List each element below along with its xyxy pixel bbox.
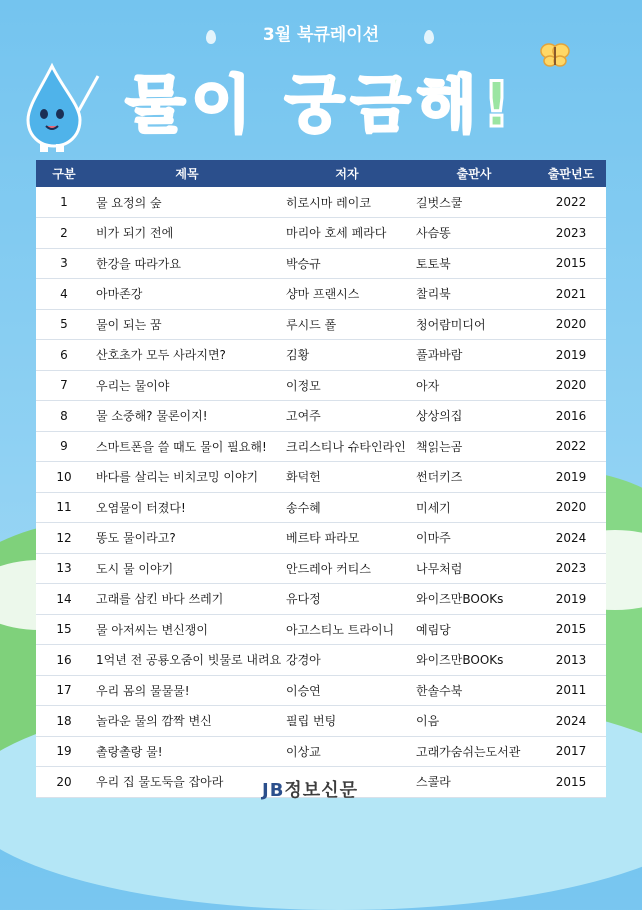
column-header-title: 제목: [175, 167, 199, 181]
cell-author: 베르타 파라모: [286, 531, 360, 546]
cell-publisher: 이마주: [416, 531, 451, 546]
cell-title: 물 소중해? 물론이지!: [96, 409, 208, 424]
cell-year: 2015: [555, 256, 587, 271]
cell-author: 화덕헌: [286, 470, 321, 485]
page-title: 물이 궁금해!: [125, 68, 517, 141]
table-row: [36, 187, 606, 218]
cell-title: 스마트폰을 쓸 때도 물이 필요해!: [96, 439, 267, 454]
table-row: [36, 736, 606, 767]
cell-publisher: 한솔수북: [416, 683, 463, 698]
table-row: [36, 370, 606, 401]
cell-year: 2015: [555, 622, 587, 637]
cell-title: 산호초가 모두 사라지면?: [96, 348, 226, 363]
cell-number: 19: [56, 744, 72, 759]
watermark-text: 정보신문: [284, 780, 358, 801]
cell-publisher: 책읽는곰: [416, 439, 463, 454]
table-row: [36, 309, 606, 340]
cell-publisher: 사슴똥: [416, 226, 451, 241]
cell-number: 5: [60, 317, 68, 332]
cell-number: 18: [56, 713, 72, 728]
cell-title: 아마존강: [96, 287, 143, 302]
table-row: [36, 584, 606, 615]
cell-publisher: 고래가숨쉬는도서관: [416, 744, 521, 759]
cell-year: 2017: [555, 744, 587, 759]
table-row: [36, 492, 606, 523]
cell-publisher: 풀과바람: [416, 348, 463, 363]
cell-title: 오염물이 터졌다!: [96, 500, 186, 515]
cell-author: 안드레아 커티스: [286, 561, 371, 576]
cell-year: 2020: [555, 500, 587, 515]
cell-year: 2023: [555, 225, 587, 240]
cell-title: 비가 되기 전에: [96, 226, 174, 241]
table-row: [36, 431, 606, 462]
cell-year: 2011: [555, 683, 587, 698]
cell-number: 15: [56, 622, 72, 637]
cell-publisher: 청어람미디어: [416, 317, 486, 332]
cell-title: 우리는 물이야: [96, 378, 170, 393]
cell-publisher: 이음: [416, 714, 440, 729]
cell-publisher: 찰리북: [416, 287, 451, 302]
cell-title: 우리 몸의 물물물!: [96, 683, 190, 698]
butterfly-icon: [540, 42, 570, 68]
cell-author: 아고스티노 트라이니: [286, 622, 395, 637]
cell-author: 이승연: [286, 683, 321, 698]
cell-year: 2013: [555, 652, 587, 667]
cell-author: 유다정: [286, 592, 321, 607]
cell-number: 4: [60, 286, 68, 301]
cell-number: 16: [56, 652, 72, 667]
cell-title: 물이 되는 꿈: [96, 317, 162, 332]
column-header-number: 구분: [52, 167, 76, 181]
cell-number: 1: [60, 195, 68, 209]
table-row: [36, 675, 606, 706]
cell-number: 17: [56, 683, 72, 698]
cell-publisher: 미세기: [416, 500, 451, 515]
cell-number: 13: [56, 561, 72, 576]
cell-title: 촐랑촐랑 물!: [96, 744, 163, 759]
cell-number: 10: [56, 469, 72, 484]
cell-year: 2024: [555, 713, 587, 728]
cell-author: 크리스티나 슈타인라인: [286, 439, 406, 454]
cell-number: 14: [56, 591, 72, 606]
table-row: [36, 706, 606, 737]
cell-publisher: 토토북: [416, 256, 451, 271]
table-row: [36, 218, 606, 249]
cell-number: 3: [60, 256, 68, 271]
cell-title: 물 아저씨는 변신쟁이: [96, 622, 208, 637]
cell-author: 마리아 호세 페라다: [286, 226, 387, 241]
cell-year: 2023: [555, 561, 587, 576]
cell-author: 김황: [286, 348, 310, 363]
cell-publisher: 와이즈만BOOKs: [416, 653, 504, 668]
cell-author: 히로시마 레이코: [286, 195, 371, 210]
cell-title: 한강을 따라가요: [96, 256, 181, 271]
table-row: [36, 645, 606, 676]
cell-number: 8: [60, 408, 68, 423]
cell-author: 이정모: [286, 378, 321, 393]
cell-title: 놀라운 물의 깜짝 변신: [96, 714, 212, 729]
cell-publisher: 예림당: [416, 622, 451, 637]
cell-title: 1억년 전 공룡오줌이 빗물로 내려요: [96, 653, 282, 668]
cell-year: 2022: [555, 195, 587, 209]
cell-year: 2019: [555, 347, 587, 362]
table-row: [36, 462, 606, 493]
cell-year: 2020: [555, 317, 587, 332]
cell-publisher: 나무처럼: [416, 561, 463, 576]
cell-year: 2020: [555, 378, 587, 393]
cell-year: 2016: [555, 408, 587, 423]
cell-author: 박승규: [286, 256, 321, 271]
watermark-logo: [262, 776, 358, 802]
cell-title: 도시 물 이야기: [96, 561, 174, 576]
table-row: [36, 340, 606, 371]
cell-publisher: 상상의집: [416, 409, 463, 424]
table-header-row: [36, 160, 606, 187]
cell-author: 샹마 프랜시스: [286, 287, 360, 302]
water-drop-mascot-icon: [22, 62, 102, 152]
cell-year: 2019: [555, 469, 587, 484]
cell-author: 루시드 폴: [286, 317, 337, 332]
cell-year: 2019: [555, 591, 587, 606]
cell-year: 2015: [555, 774, 587, 789]
cell-year: 2022: [555, 439, 587, 454]
cell-author: 필립 번팅: [286, 714, 337, 729]
cell-author: 강경아: [286, 653, 321, 668]
cell-publisher: 아자: [416, 378, 440, 393]
cell-number: 2: [60, 225, 68, 240]
cell-title: 고래를 삼킨 바다 쓰레기: [96, 592, 224, 607]
cell-title: 우리 집 물도둑을 잡아라: [96, 775, 224, 790]
table-row: [36, 248, 606, 279]
cell-publisher: 썬더키즈: [416, 470, 463, 485]
cell-title: 물 요정의 숲: [96, 195, 162, 210]
book-list-table: [36, 160, 606, 798]
cell-publisher: 와이즈만BOOKs: [416, 592, 504, 607]
watermark-jb: JB: [262, 780, 285, 801]
table-row: [36, 279, 606, 310]
cell-publisher: 길벗스쿨: [416, 195, 463, 210]
table-row: [36, 614, 606, 645]
cell-author: 송수혜: [286, 500, 321, 515]
cell-title: 똥도 물이라고?: [96, 531, 176, 546]
column-header-publisher: 출판사: [456, 167, 492, 181]
cell-author: 이상교: [286, 744, 321, 759]
column-header-author: 저자: [335, 167, 359, 181]
cell-year: 2021: [555, 286, 587, 301]
page-subtitle: 3월 북큐레이션: [262, 25, 380, 45]
cell-number: 9: [60, 439, 68, 454]
cell-number: 11: [56, 500, 72, 515]
column-header-year: 출판년도: [547, 167, 595, 181]
table-row: [36, 401, 606, 432]
cell-number: 12: [56, 530, 72, 545]
cell-title: 바다를 살리는 비치코밍 이야기: [96, 470, 259, 485]
table-row: [36, 553, 606, 584]
cell-number: 6: [60, 347, 68, 362]
cell-author: 고여주: [286, 409, 321, 424]
cell-publisher: 스콜라: [416, 775, 451, 790]
cell-number: 20: [56, 774, 72, 789]
cell-year: 2024: [555, 530, 587, 545]
table-row: [36, 523, 606, 554]
cell-number: 7: [60, 378, 68, 393]
